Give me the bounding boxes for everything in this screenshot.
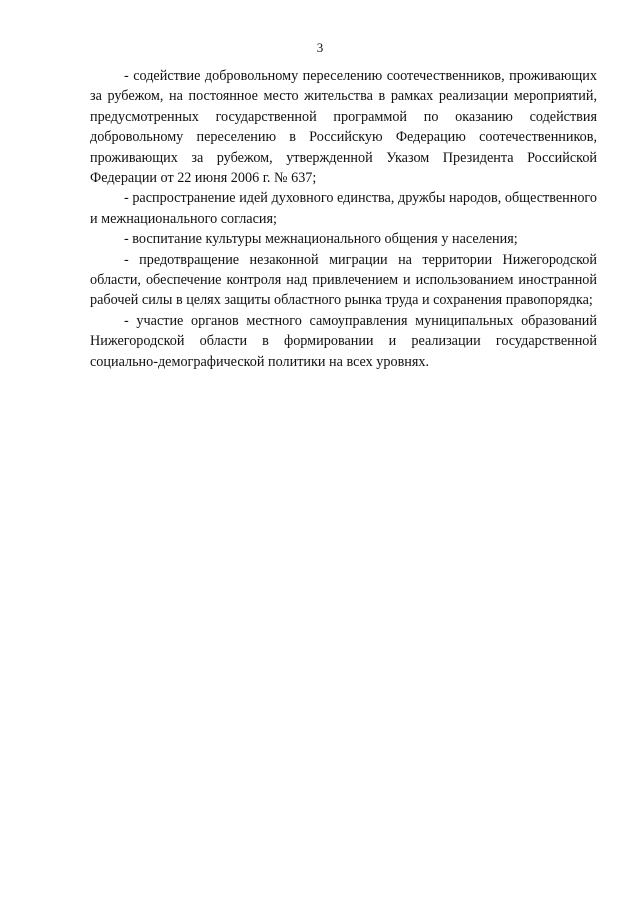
page-number: 3 [316,40,324,55]
paragraph-local-government: - участие органов местного самоуправления муниципальных образований Нижегородской области в формировании и реализации государственной социально-демографической политики на всех уровнях. [90,312,597,370]
document-body [90,66,597,372]
paragraph-interethnic-culture: - воспитание культуры межнационального общения у населения; [124,231,518,248]
paragraph-spiritual-unity: - распространение идей духовного единства, дружбы народов, общественного и межнационального согласия; [90,190,597,227]
paragraph-illegal-migration: - предотвращение незаконной миграции на территории Нижегородской области, обеспечение контроля над привлечением и использованием иностранной рабочей силы в целях защиты областного рынка труда и сохранения правопорядка; [90,251,597,309]
paragraph-resettlement: - содействие добровольному переселению соотечественников, проживающих за рубежом, на постоянное место жительства в рамках реализации мероприятий, предусмотренных государственной программой по оказанию содействия добровольному переселению в Российскую Федерацию соотечественников, проживающих за рубежом, утвержденной Указом Президента Российской Федерации от 22 июня 2006 г. № 637; [90,68,597,187]
